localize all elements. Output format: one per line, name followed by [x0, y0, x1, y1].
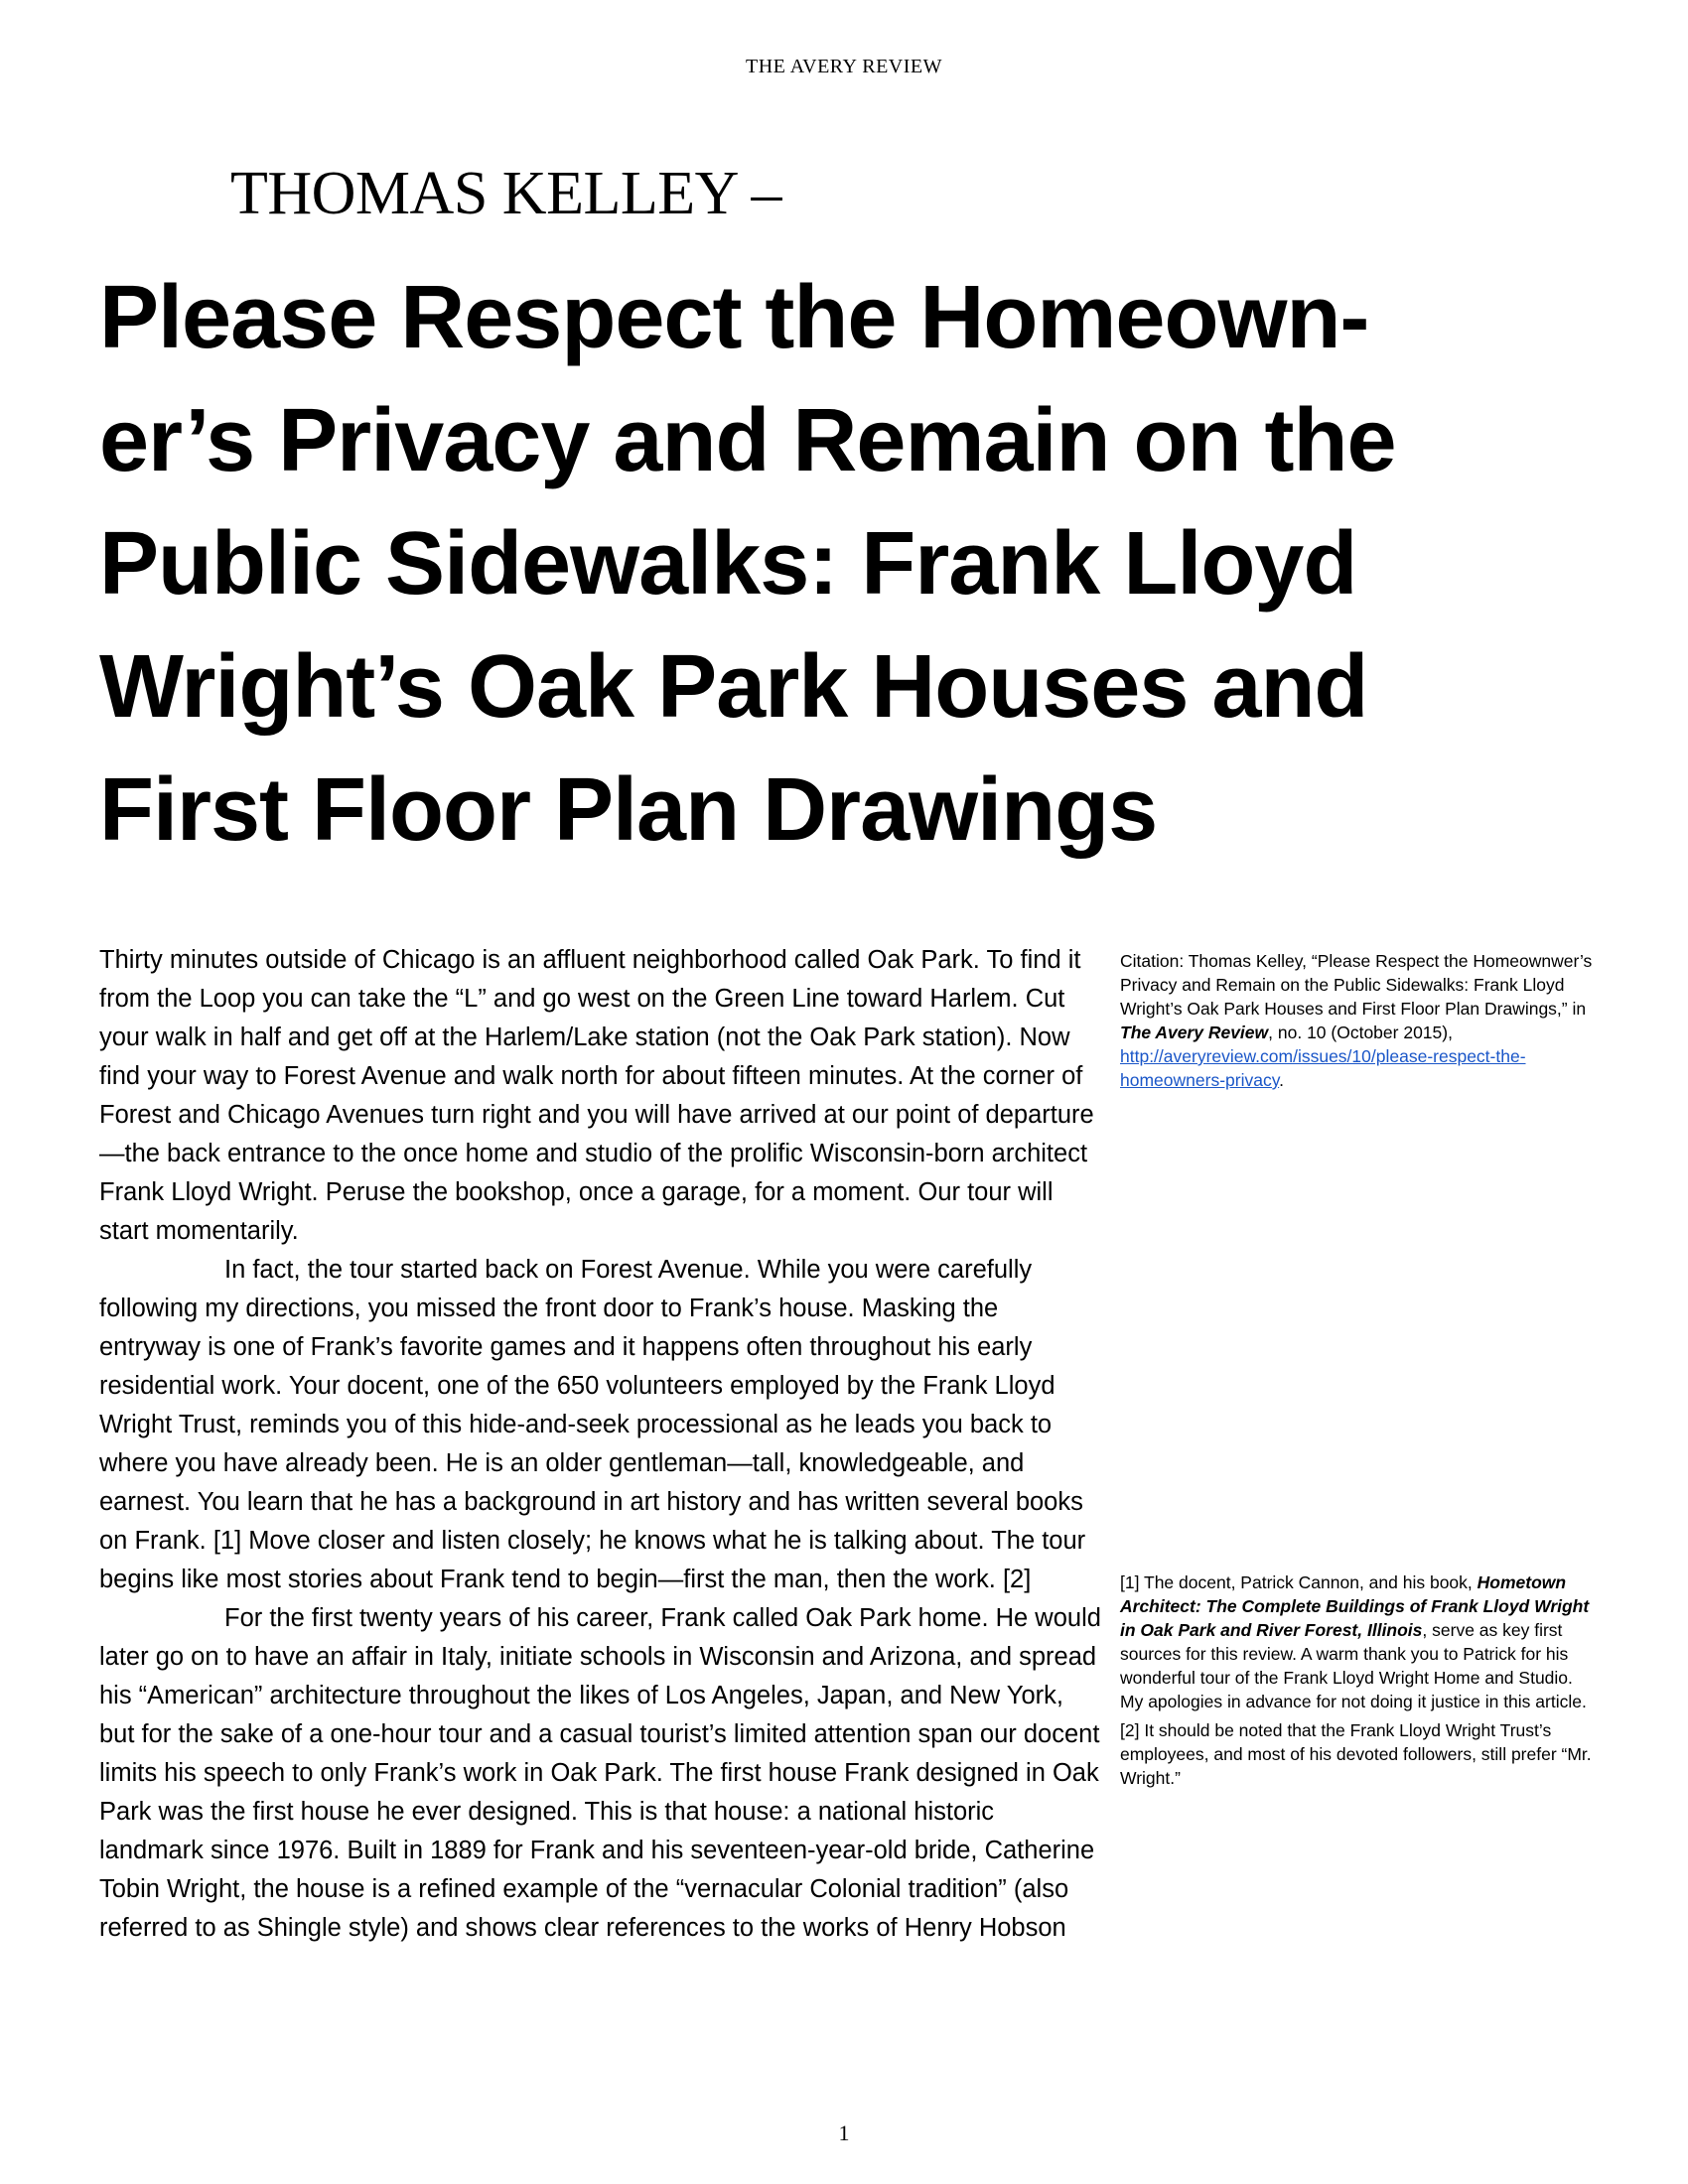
footnote-2 — [1120, 1718, 1597, 1790]
title-line: Please Respect the Homeown- — [99, 268, 1369, 367]
paragraph: Thirty minutes outside of Chicago is an affluent neighborhood called Oak Park. To find it from the Loop you can take the “L” and go west on the Green Line toward Harlem. Cut your walk in half and get off at the Harlem/Lake station (not the Oak Park station). Now find your way to Forest Avenue and walk north for about fifteen minutes. At the corner of Forest and Chicago Avenues turn right and you will have arrived at our point of departure—the back entrance to the once home and studio of the prolific Wisconsin-born architect Frank Lloyd Wright. Peruse the bookshop, once a garage, for a moment. Our tour will start momentarily. — [99, 946, 1094, 1245]
footnote-text: The docent, Patrick Cannon, and his book, — [1139, 1572, 1477, 1592]
footnote-text: , serve as key first sources for this review. A warm thank you to Patrick for his wonderful tour of the Frank Lloyd Wright Home and Studio. My apologies in advance for not doing it justice in this article. — [1120, 1620, 1587, 1711]
paragraph — [99, 1251, 1102, 1599]
footnote-1 — [1120, 1570, 1597, 1713]
article-body — [99, 941, 1102, 1948]
citation-text — [1120, 949, 1597, 1092]
citation-issue: , no. 10 (October 2015), — [1268, 1023, 1453, 1042]
running-head: THE AVERY REVIEW — [746, 56, 942, 77]
journal-name: The Avery Review — [1120, 1023, 1269, 1042]
citation-suffix: . — [1279, 1070, 1285, 1090]
book-title: Hometown Architect: The Complete Buildings of Frank Lloyd Wright in Oak Park and River Forest, Illinois — [1120, 1572, 1590, 1640]
title-line: Wright’s Oak Park Houses and — [99, 637, 1368, 737]
citation-link[interactable]: http://averyreview.com/issues/10/please-respect-the-homeowners-privacy — [1120, 1046, 1526, 1090]
article-title — [99, 256, 1549, 872]
title-line: er’s Privacy and Remain on the — [99, 391, 1396, 490]
author-name: THOMAS KELLEY – — [230, 160, 782, 227]
title-line: Public Sidewalks: Frank Lloyd — [99, 514, 1357, 614]
footnote-ref-1[interactable]: [1] — [212, 1527, 242, 1555]
title-line: First Floor Plan Drawings — [99, 760, 1158, 860]
paragraph-text: In fact, the tour started back on Forest Avenue. While you were carefully following my directions, you missed the front door to Frank’s house. Masking the entryway is one of Frank’s favorite games and it happens often throughout his early residential work. Your docent, one of the 650 volunteers employed by the Frank Lloyd Wright Trust, reminds you of this hide-and-seek processional as he leads you back to where you have already been. He is an older gentleman—tall, knowledgeable, and earnest. You learn that he has a background in art history and has written several books on Frank. — [99, 1256, 1083, 1555]
footnote-marker: [2] — [1120, 1720, 1140, 1740]
footnote-ref-2[interactable]: [2] — [1002, 1566, 1032, 1593]
footnote-marker: [1] — [1120, 1572, 1140, 1592]
footnotes — [1120, 1570, 1597, 1795]
paragraph-text: Move closer and listen closely; he knows what he is talking about. The tour begins like most stories about Frank tend to begin—first the man, then the work. — [99, 1527, 1086, 1593]
citation-prefix: Citation: Thomas Kelley, “Please Respect the Homeownwer’s Privacy and Remain on the Public Sidewalks: Frank Lloyd Wright’s Oak Park Houses and First Floor Plan Drawings,” in — [1120, 951, 1593, 1019]
footnote-text: It should be noted that the Frank Lloyd Wright Trust’s employees, and most of his devoted followers, still prefer “Mr. Wright.” — [1120, 1720, 1592, 1788]
paragraph: For the first twenty years of his career, Frank called Oak Park home. He would later go on to have an affair in Italy, initiate schools in Wisconsin and Arizona, and spread his “American” architecture throughout the likes of Los Angeles, Japan, and New York, but for the sake of a one-hour tour and a casual tourist’s limited attention span our docent limits his speech to only Frank’s work in Oak Park. The first house Frank designed in Oak Park was the first house he ever designed. This is that house: a national historic landmark since 1976. Built in 1889 for Frank and his seventeen-year-old bride, Catherine Tobin Wright, the house is a refined example of the “vernacular Colonial tradition” (also referred to as Shingle style) and shows clear references to the works of Henry Hobson — [99, 1604, 1101, 1942]
page-number: 1 — [838, 2120, 850, 2145]
citation-note — [1120, 949, 1597, 1092]
